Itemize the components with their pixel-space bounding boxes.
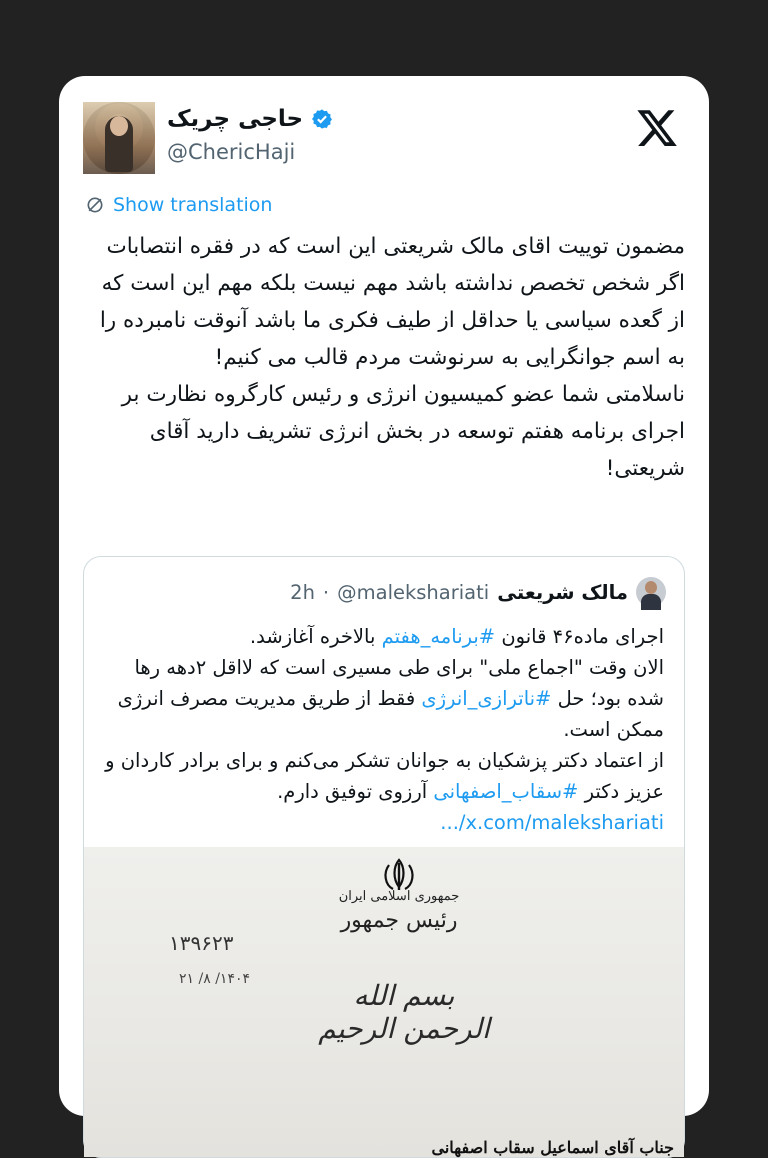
quoted-text: از اعتماد دکتر پزشکیان به جوانان تشکر می‌کنم و برای برادر کاردان و عزیز دکتر	[105, 749, 664, 803]
tweet-paragraph: ناسلامتی شما عضو کمیسیون انرژی و رئیس کارگروه نظارت بر اجرای برنامه هفتم توسعه در بخش انرژی تشریف دارید آقای شریعتی!	[121, 382, 685, 481]
document-basmala: بسم الله الرحمن الرحیم	[318, 979, 490, 1045]
quoted-paragraph	[102, 745, 664, 807]
translate-icon	[85, 195, 105, 215]
document-number: ۱۳۹۶۲۳	[169, 931, 234, 955]
quoted-url-link[interactable]: .../x.com/malekshariati	[440, 811, 664, 834]
quoted-text: الان وقت "اجماع ملی" برای طی مسیری است که لااقل ۲دهه رها شده بود؛ حل	[134, 656, 664, 710]
author-handle[interactable]: @ChericHaji	[167, 140, 296, 164]
author-display-name[interactable]: حاجی چریک	[167, 106, 304, 132]
attached-document-image[interactable]	[84, 847, 684, 1157]
show-translation-label[interactable]: Show translation	[113, 194, 273, 216]
tweet-body	[79, 228, 685, 487]
hashtag-link[interactable]: #ناترازی_انرژی	[421, 687, 552, 710]
quoted-text: فقط از طریق مدیریت مصرف انرژی ممکن است.	[117, 687, 664, 741]
author-name-row	[167, 106, 333, 132]
quoted-paragraph	[102, 621, 664, 652]
author-avatar[interactable]	[83, 102, 155, 174]
hashtag-link[interactable]: #برنامه_هفتم	[381, 625, 496, 648]
quoted-tweet-body	[102, 621, 664, 838]
x-logo-icon[interactable]	[635, 106, 679, 150]
tweet-paragraph: مضمون توییت اقای مالک شریعتی این است که در فقره انتصابات اگر شخص تخصص نداشته باشد مهم نیست بلکه مهم این است که از گعده سیاسی یا حداقل از طیف فکری ما باشد آنوقت نامبرده را به اسم جوانگرایی به سرنوشت مردم قالب می کنیم!	[99, 234, 685, 370]
document-letterhead	[329, 889, 469, 933]
quoted-text: اجرای ماده۴۶ قانون	[495, 625, 664, 648]
verified-badge-icon	[311, 108, 333, 130]
quoted-tweet-separator: ·	[322, 580, 330, 604]
document-office: رئیس جمهور	[340, 908, 458, 933]
document-date: ۱۴۰۴/ ۸/ ۲۱	[179, 971, 250, 987]
quoted-author-avatar[interactable]	[636, 577, 666, 607]
tweet-card	[59, 76, 709, 1157]
quoted-text: بالاخره آغازشد.	[249, 625, 382, 648]
quoted-tweet-time[interactable]: 2h	[290, 580, 315, 604]
document-country: جمهوری اسلامی ایران	[338, 889, 460, 904]
hashtag-link[interactable]: #سقاب_اصفهانی	[433, 780, 579, 803]
quoted-author-handle[interactable]: @malekshariati	[337, 580, 490, 604]
show-translation-link[interactable]	[85, 194, 272, 216]
quoted-author-name[interactable]: مالک شریعتی	[497, 580, 628, 604]
quoted-paragraph	[102, 652, 664, 745]
quoted-tweet-header	[102, 577, 666, 607]
quoted-tweet[interactable]	[83, 556, 685, 1158]
quoted-text: آرزوی توفیق دارم.	[277, 780, 434, 803]
document-addressee: جناب آقای اسماعیل سقاب اصفهانی	[431, 1138, 674, 1157]
